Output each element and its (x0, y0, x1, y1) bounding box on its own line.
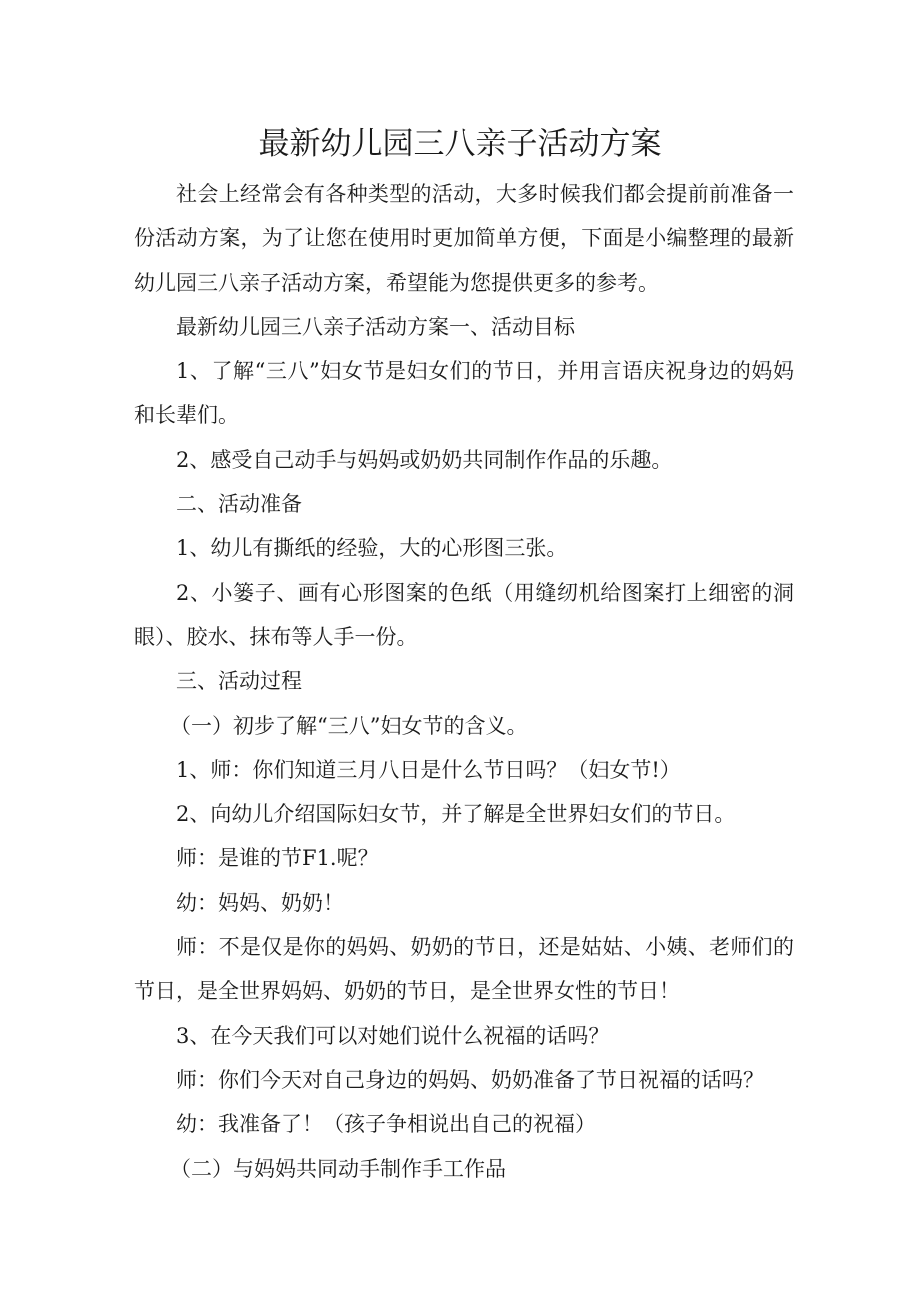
document-body (134, 172, 794, 1191)
paragraph-dialogue-teacher-2: 师：不是仅是你的妈妈、奶奶的节日，还是姑姑、小姨、老师们的节日，是全世界妈妈、奶奶的节日，是全世界女性的节日！ (134, 935, 794, 1004)
paragraph-section-preparation: 二、活动准备 (176, 492, 302, 517)
paragraph-prep-1: 1、幼儿有撕纸的经验，大的心形图三张。 (176, 536, 568, 561)
document-title: 最新幼儿园三八亲子活动方案 (258, 126, 662, 162)
paragraph-dialogue-teacher-1: 师：是谁的节F1.呢？ (176, 846, 379, 871)
paragraph-prep-2: 2、小篓子、画有心形图案的色纸（用缝纫机给图案打上细密的洞眼）、胶水、抹布等人手一份。 (134, 580, 794, 649)
paragraph-section-process: 三、活动过程 (176, 669, 302, 694)
paragraph-goal-2: 2、感受自己动手与妈妈或奶奶共同制作作品的乐趣。 (176, 447, 673, 472)
paragraph-subsection-2: （二）与妈妈共同动手制作手工作品 (170, 1156, 506, 1181)
paragraph-dialogue-child-1: 幼：妈妈、奶奶！ (176, 890, 344, 915)
paragraph-subsection-1: （一）初步了解“三八”妇女节的含义。 (170, 713, 528, 738)
paragraph-process-2: 2、向幼儿介绍国际妇女节，并了解是全世界妇女们的节日。 (176, 802, 736, 827)
paragraph-dialogue-child-2: 幼：我准备了！（孩子争相说出自己的祝福） (176, 1112, 596, 1137)
paragraph-intro: 社会上经常会有各种类型的活动，大多时候我们都会提前前准备一份活动方案，为了让您在使用时更加简单方便，下面是小编整理的最新幼儿园三八亲子活动方案，希望能为您提供更多的参考。 (134, 182, 794, 295)
paragraph-section-goals: 最新幼儿园三八亲子活动方案一、活动目标 (176, 314, 575, 339)
paragraph-process-1: 1、师：你们知道三月八日是什么节日吗？（妇女节!） (176, 757, 681, 782)
paragraph-goal-1: 1、了解“三八”妇女节是妇女们的节日，并用言语庆祝身边的妈妈和长辈们。 (134, 359, 794, 428)
paragraph-dialogue-teacher-3: 师：你们今天对自己身边的妈妈、奶奶准备了节日祝福的话吗？ (176, 1067, 764, 1092)
paragraph-process-3: 3、在今天我们可以对她们说什么祝福的话吗？ (176, 1023, 610, 1048)
